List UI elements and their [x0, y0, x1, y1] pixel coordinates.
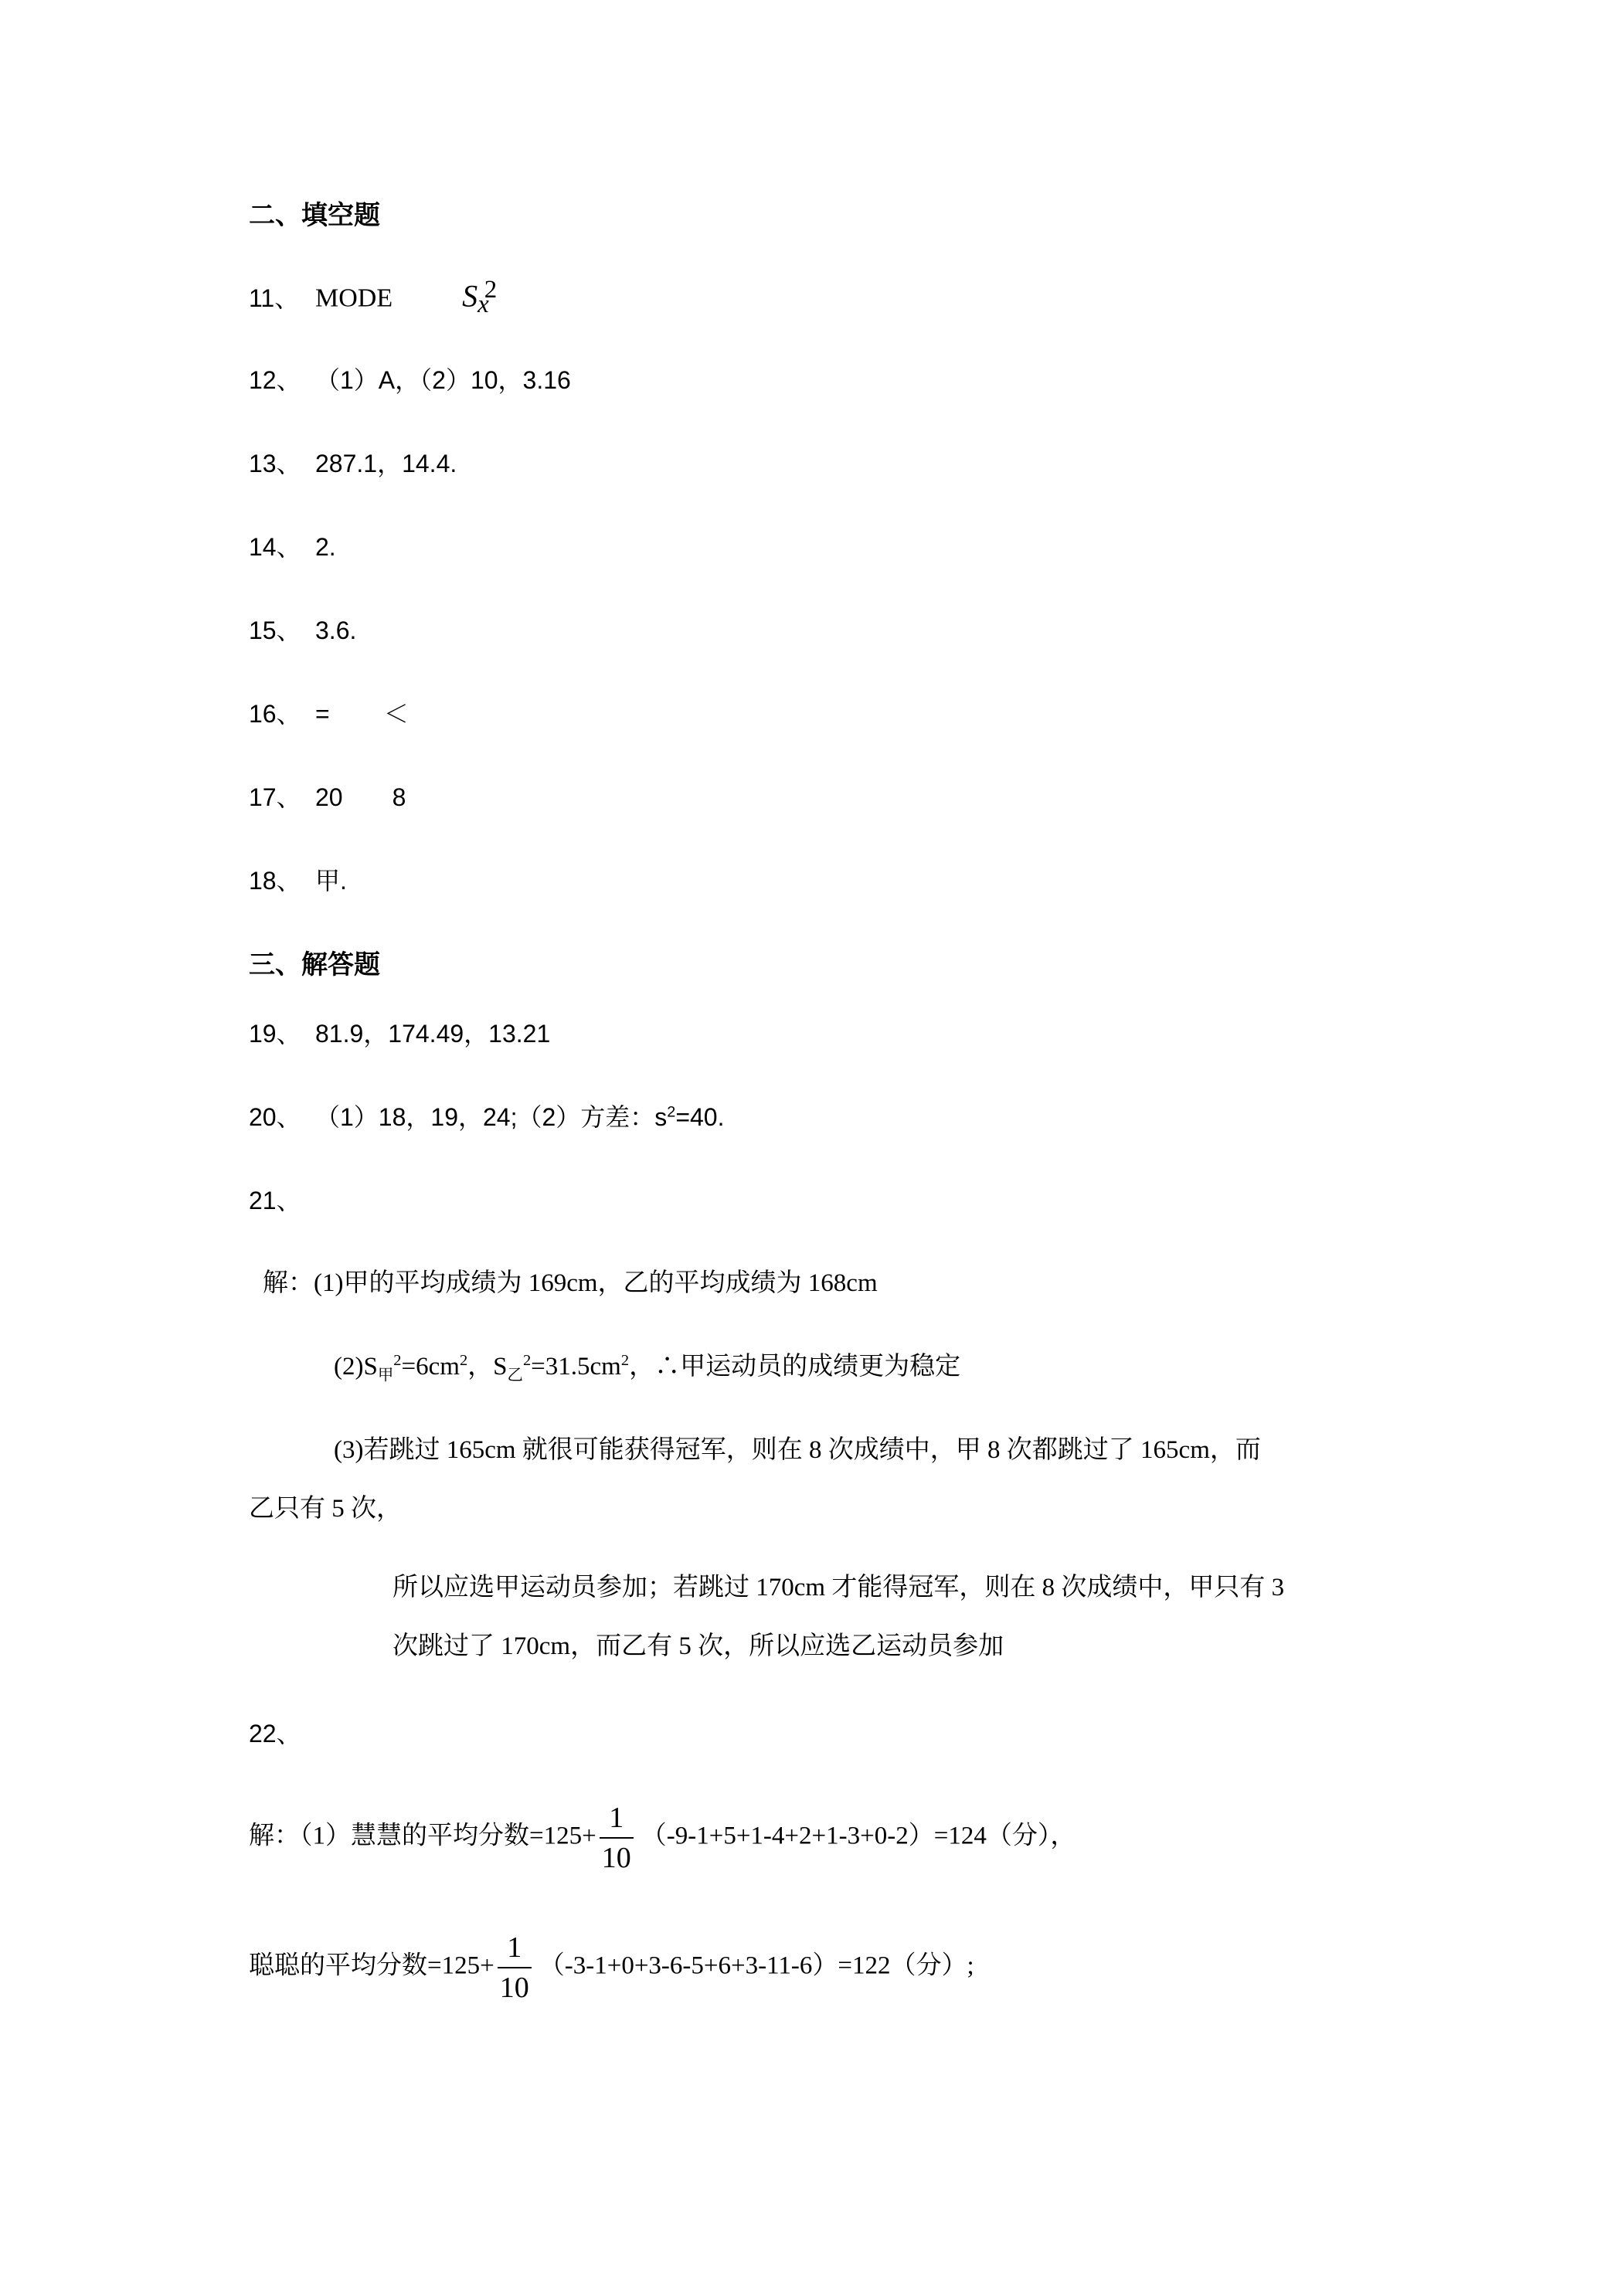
q19-answer: 81.9，174.49，13.21 — [315, 1020, 551, 1048]
q11-answer-s: S — [462, 278, 478, 314]
q21-line5: 所以应选甲运动员参加；若跳过 170cm 才能得冠军，则在 8 次成绩中，甲只有 3 — [393, 1574, 1285, 1601]
q11-answer-exponent: 2 — [484, 276, 498, 304]
q12-line — [249, 365, 571, 396]
q13-number: 13、 — [249, 450, 301, 477]
q14-number: 14、 — [249, 533, 301, 561]
q22-fraction-2: $\frac{1}{10}$ — [498, 1930, 532, 2006]
q21-line6: 次跳过了 170cm，而乙有 5 次，所以应选乙运动员参加 — [393, 1632, 1004, 1660]
q18-line — [249, 865, 347, 896]
q19-number: 19、 — [249, 1020, 301, 1048]
q20-line — [249, 1102, 724, 1133]
q12-answer: （1）A，（2）10，3.16 — [315, 366, 571, 394]
q21-line4: 乙只有 5 次， — [249, 1495, 402, 1523]
q17-number: 17、 — [249, 783, 301, 811]
q22-line1: 解：（1）慧慧的平均分数=125+ $\frac{1}{10}$ （-9-1+5+1-4+2+1-3+0-2）=124（分）， — [249, 1802, 1076, 1874]
q15-number: 15、 — [249, 616, 301, 644]
q13-line — [249, 448, 457, 479]
q16-answer-equal: = — [315, 700, 330, 728]
q17-answer-b: 8 — [392, 783, 406, 811]
q12-number: 12、 — [249, 366, 301, 394]
q20-number: 20、 — [249, 1103, 301, 1131]
section-answer-title: 三、解答题 — [249, 950, 380, 980]
q22-fraction-1: $\frac{1}{10}$ — [600, 1800, 634, 1876]
q14-line — [249, 532, 336, 562]
q20-answer-a: （1）18，19，24;（2）方差：s — [315, 1103, 668, 1131]
q11-answer-mode: MODE — [315, 284, 393, 313]
q15-answer: 3.6. — [315, 616, 357, 644]
q17-answer-a: 20 — [315, 783, 343, 811]
q11-line — [249, 273, 501, 321]
q18-number: 18、 — [249, 867, 301, 895]
q18-answer: 甲. — [315, 867, 347, 895]
q20-answer-exponent: 2 — [667, 1103, 676, 1121]
q15-line — [249, 615, 356, 646]
q17-line — [249, 782, 406, 813]
q19-line — [249, 1018, 550, 1049]
section-fill-title: 二、填空题 — [249, 201, 380, 230]
q14-answer: 2. — [315, 533, 336, 561]
q16-number: 16、 — [249, 700, 301, 728]
q21-number: 21、 — [249, 1187, 301, 1214]
q21-line3: (3)若跳过 165cm 就很可能获得冠军，则在 8 次成绩中，甲 8 次都跳过了 165cm，而 — [334, 1436, 1261, 1464]
q16-line — [249, 698, 409, 729]
q13-answer: 287.1，14.4. — [315, 450, 457, 477]
q21-line2: $(2)S_甲^2=6cm^2$，$S_乙^2=31.5cm^2$，∴甲运动员的成绩更为稳定 — [334, 1352, 961, 1384]
q21-line1: 解：(1)甲的平均成绩为 169cm，乙的平均成绩为 168cm — [263, 1269, 878, 1297]
q22-number: 22、 — [249, 1720, 301, 1747]
q16-answer-less: ＜ — [383, 700, 409, 728]
q11-answer-x: x — [477, 290, 489, 319]
q20-answer-b: =40. — [675, 1103, 725, 1131]
q22-line2: 聪聪的平均分数=125+ $\frac{1}{10}$ （-3-1+0+3-6-5+6+3-11-6）=122（分）; — [249, 1931, 974, 2004]
q11-number: 11、 — [249, 284, 300, 312]
